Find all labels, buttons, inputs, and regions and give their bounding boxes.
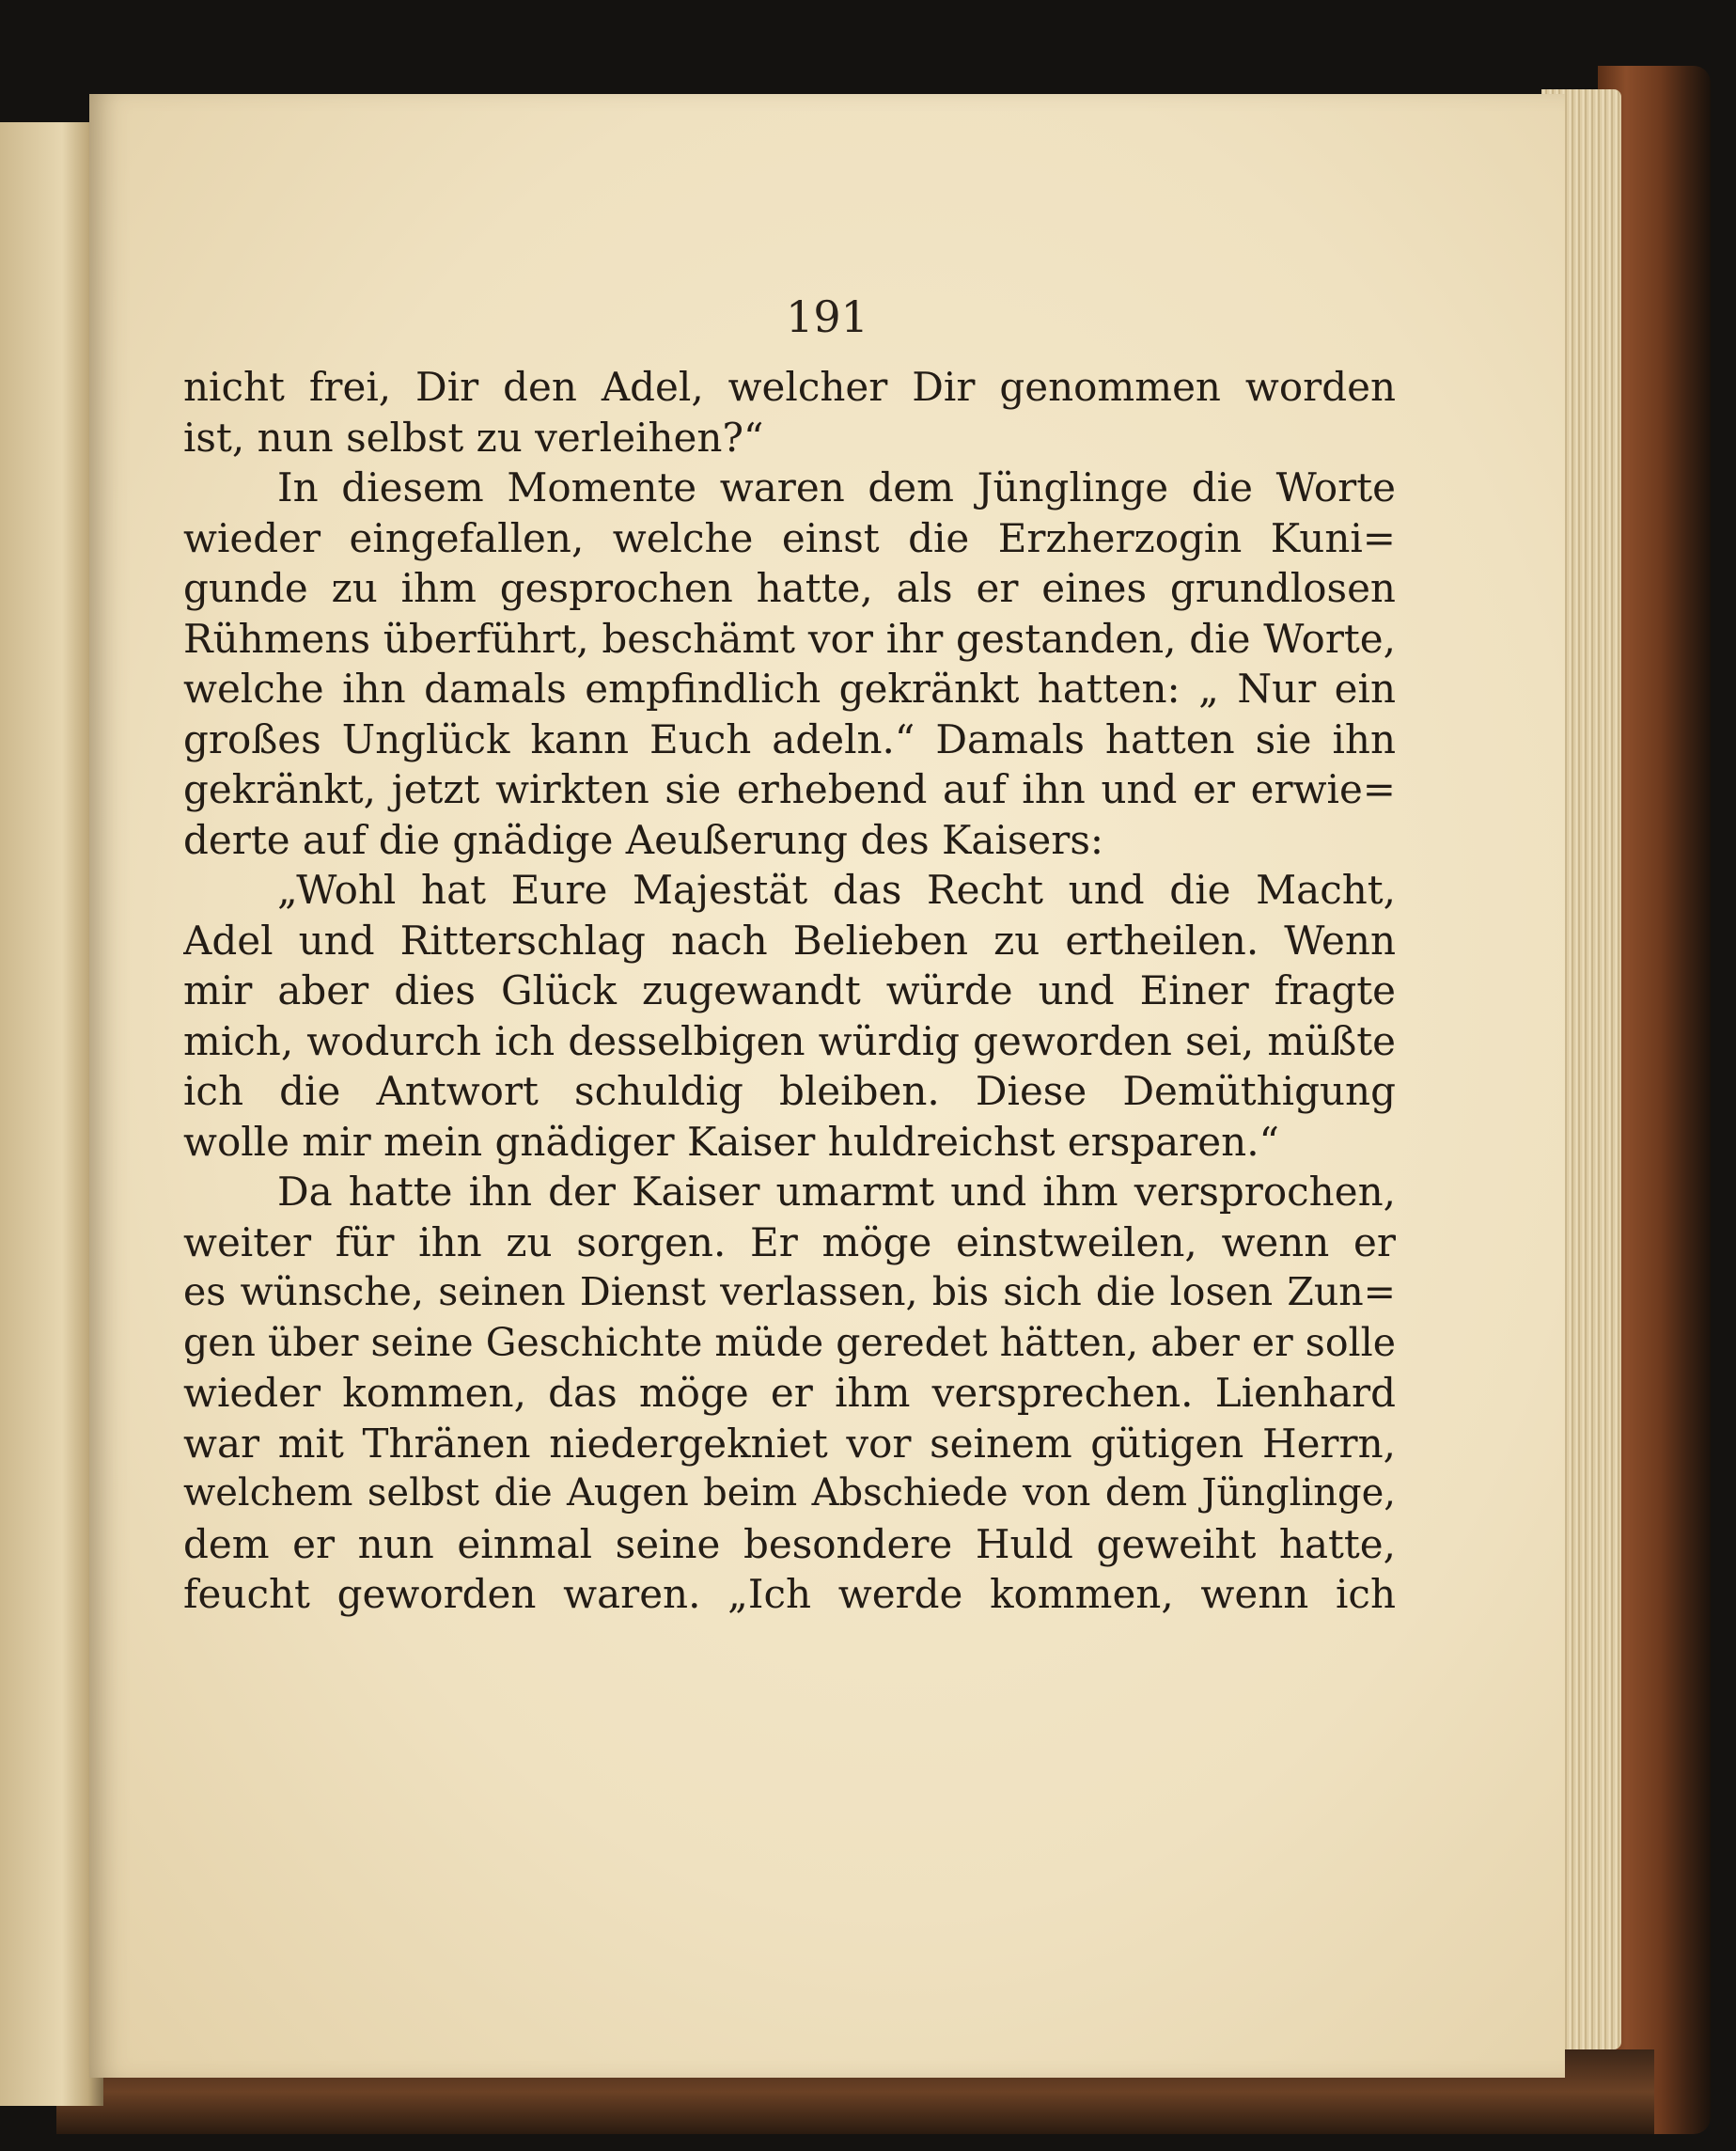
text-line: In diesem Momente waren dem Jünglinge die Worte (277, 464, 1396, 510)
text-line: gunde zu ihm gesprochen hatte, als er eines grundlosen (183, 565, 1396, 611)
text-line: welchem selbst die Augen beim Abschiede von dem Jünglinge, (183, 1471, 1396, 1515)
text-line: mir aber dies Glück zugewandt würde und Einer fragte (183, 967, 1396, 1013)
text-line: großes Unglück kann Euch adeln.“ Damals hatten sie ihn (183, 715, 1396, 762)
text-line: war mit Thränen niedergekniet vor seinem gütigen Herrn, (183, 1420, 1396, 1467)
text-line: Adel und Ritterschlag nach Belieben zu ertheilen. Wenn (183, 917, 1396, 964)
text-line: ich die Antwort schuldig bleiben. Diese Demüthigung (183, 1068, 1396, 1114)
text-line: welche ihn damals empfindlich gekränkt hatten: „ Nur ein (183, 666, 1396, 712)
text-line: derte auf die gnädige Aeußerung des Kaisers: (183, 816, 1104, 863)
text-line: dem er nun einmal seine besondere Huld geweiht hatte, (183, 1520, 1396, 1567)
text-line: wieder kommen, das möge er ihm versprechen. Lienhard (183, 1370, 1396, 1416)
left-page-edge (0, 122, 103, 2106)
text-line: gekränkt, jetzt wirkten sie erhebend auf ihn und er erwie= (183, 766, 1396, 812)
text-line: gen über seine Geschichte müde geredet hätten, aber er solle (183, 1319, 1396, 1365)
text-line: mich, wodurch ich desselbigen würdig geworden sei, müßte (183, 1017, 1396, 1064)
text-line: „Wohl hat Eure Majestät das Recht und die Macht, (277, 867, 1396, 913)
text-line: es wünsche, seinen Dienst verlassen, bis sich die losen Zun= (183, 1269, 1396, 1314)
page-number: 191 (786, 291, 868, 342)
text-line: weiter für ihn zu sorgen. Er möge einstweilen, wenn er (183, 1218, 1396, 1265)
book-page (89, 94, 1565, 2078)
text-line: wolle mir mein gnädiger Kaiser huldreichst ersparen.“ (183, 1118, 1280, 1165)
text-line: feucht geworden waren. „Ich werde kommen, wenn ich (183, 1571, 1396, 1617)
text-line: ist, nun selbst zu verleihen?“ (183, 414, 764, 461)
page-text (183, 362, 1396, 1620)
text-line: wieder eingefallen, welche einst die Erzherzogin Kuni= (183, 514, 1396, 561)
text-line: Da hatte ihn der Kaiser umarmt und ihm versprochen, (277, 1169, 1396, 1215)
text-line: nicht frei, Dir den Adel, welcher Dir genommen worden (183, 364, 1396, 410)
text-line: Rühmens überführt, beschämt vor ihr gestanden, die Worte, (183, 615, 1396, 662)
